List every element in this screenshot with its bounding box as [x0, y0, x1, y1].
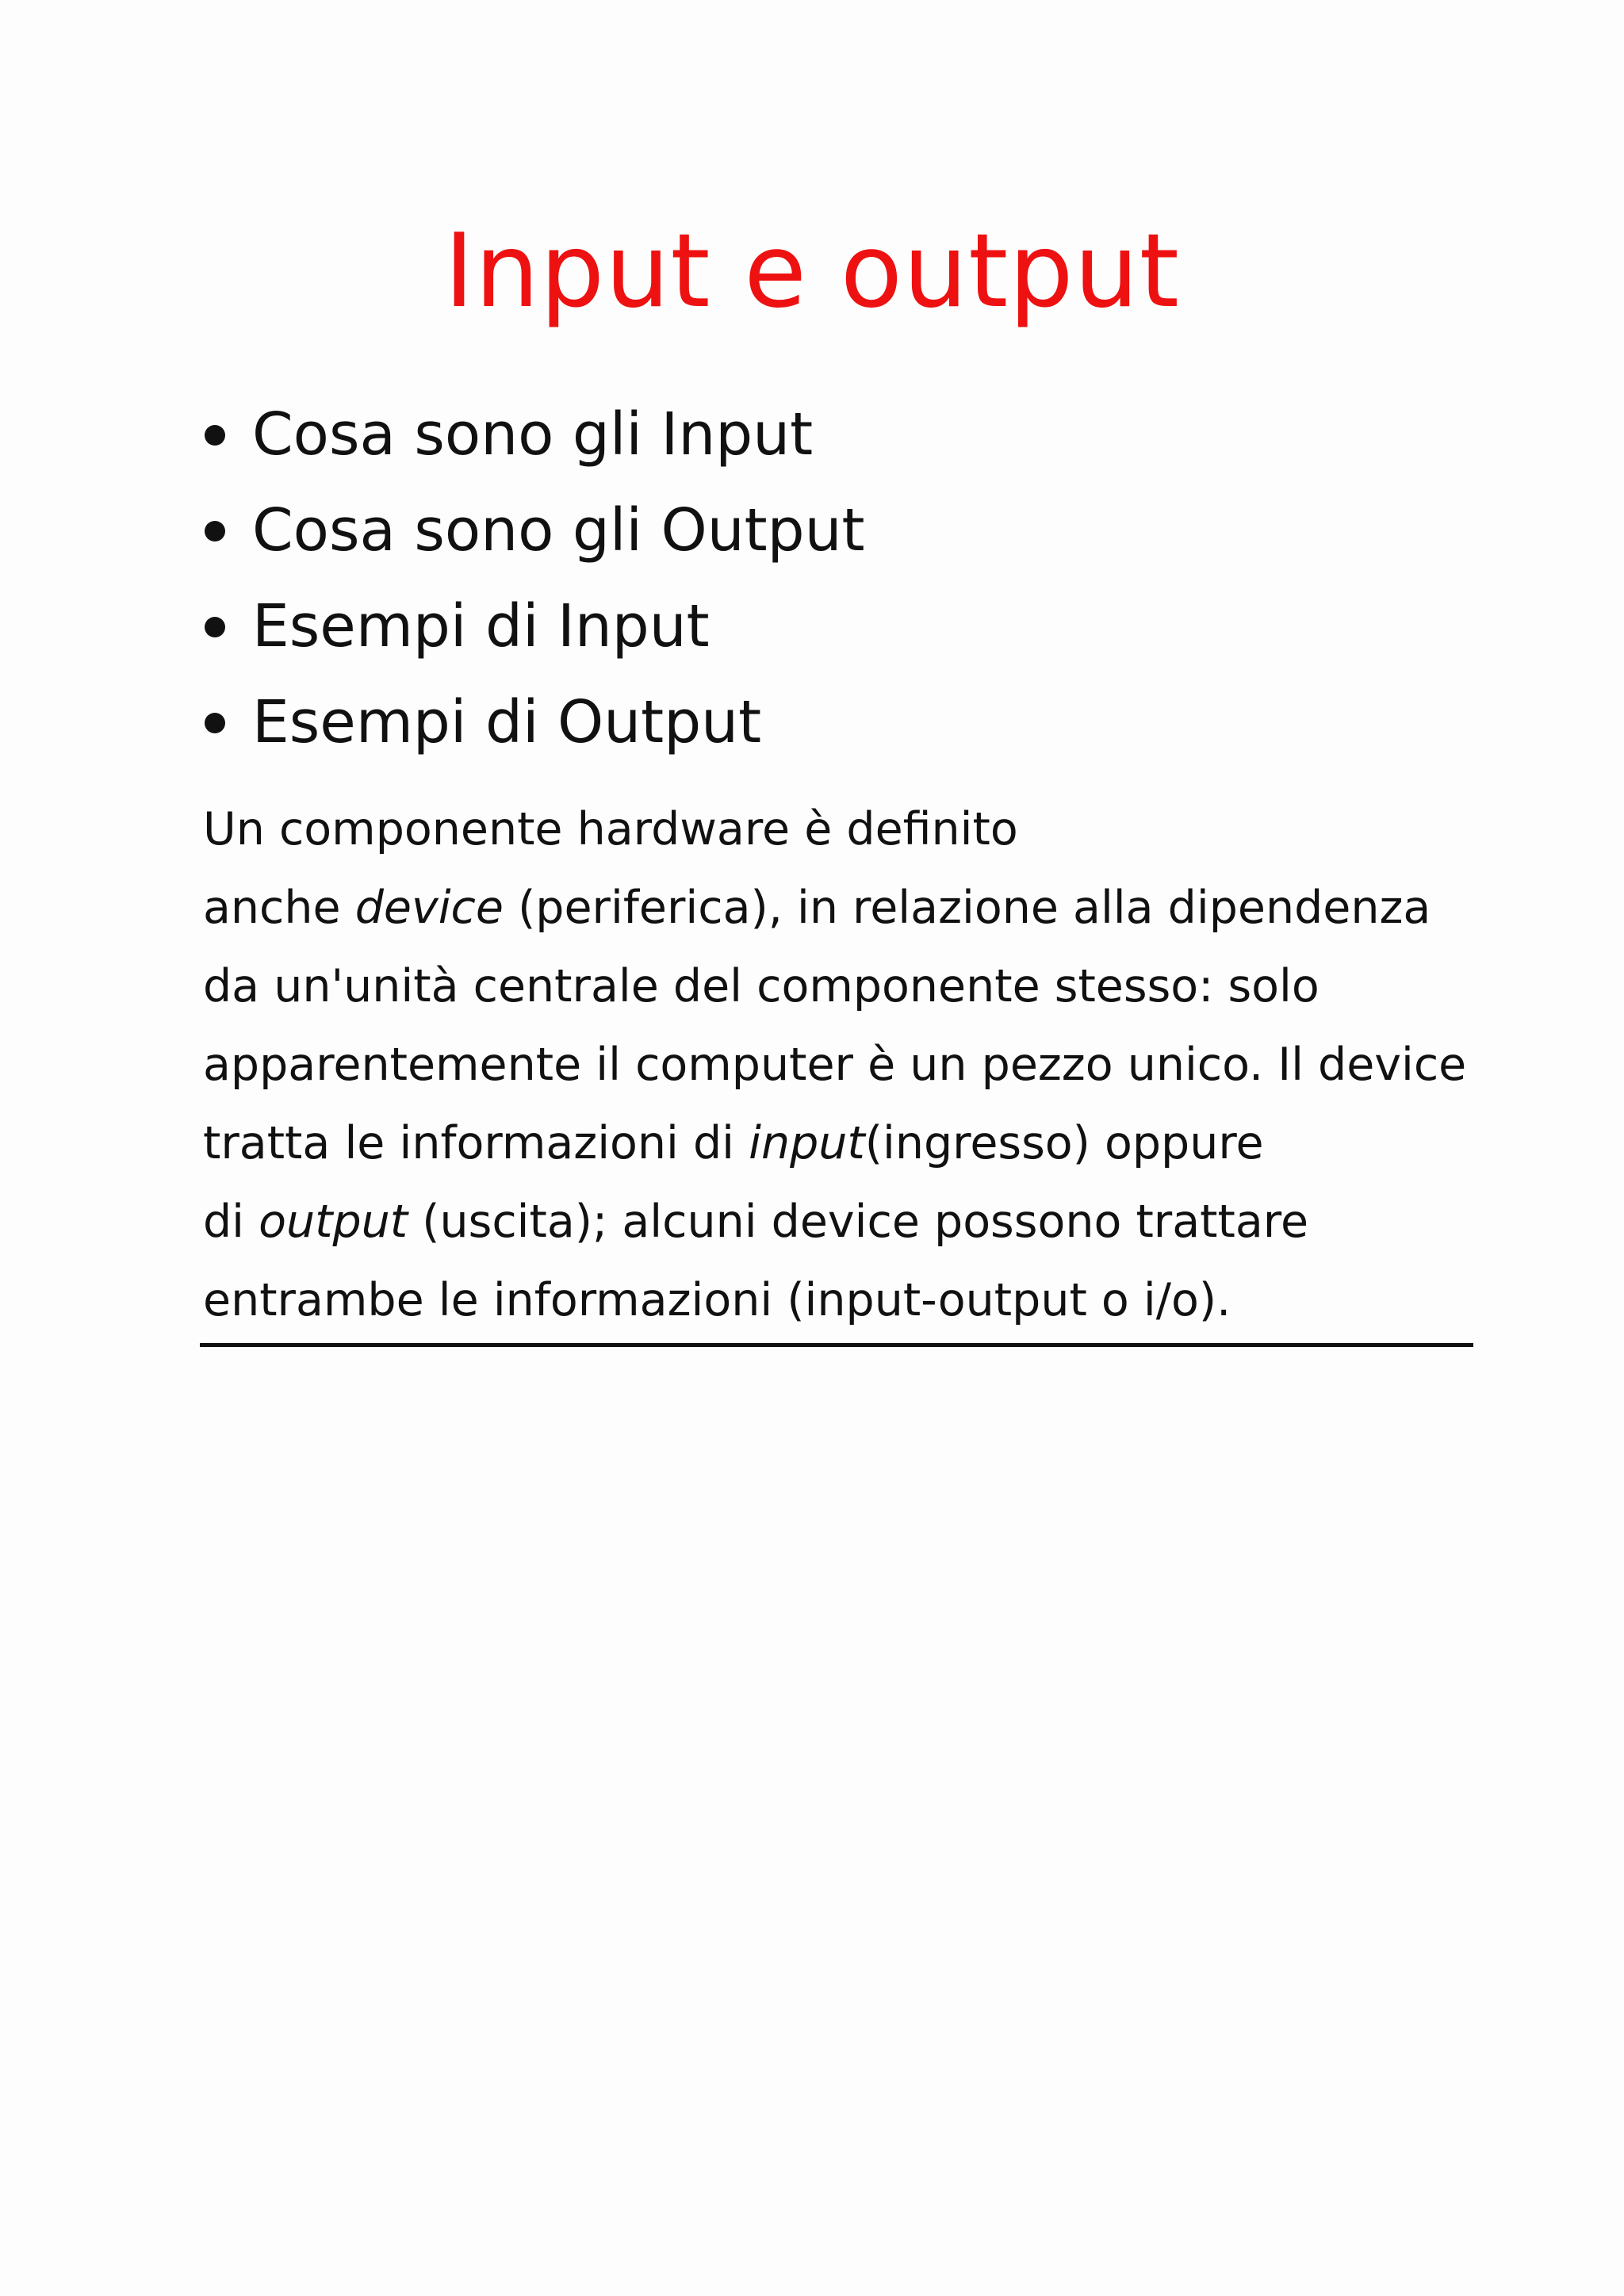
line-text: Un componente hardware è definito: [203, 803, 1018, 855]
page-title: Input e output: [444, 212, 1180, 331]
list-item-label: Cosa sono gli Input: [252, 400, 814, 469]
list-item: [200, 675, 865, 771]
paragraph-line: [203, 1026, 1488, 1104]
paragraph-line: [203, 790, 1488, 869]
topics-list: [200, 387, 865, 771]
list-item: [200, 483, 865, 579]
list-item-label: Cosa sono gli Output: [252, 496, 865, 564]
divider-line: [200, 1343, 1473, 1347]
term-emphasis: device: [354, 882, 504, 934]
list-item-label: Esempi di Output: [252, 688, 762, 756]
bullet-icon: [205, 617, 225, 637]
paragraph-line: [203, 1104, 1488, 1183]
line-text: anche: [203, 882, 355, 934]
bullet-icon: [205, 521, 225, 541]
bullet-icon: [205, 713, 225, 733]
line-text: entrambe le informazioni (input-output o i/o).: [203, 1274, 1231, 1326]
bullet-icon: [205, 425, 225, 446]
paragraph-line: [203, 869, 1488, 947]
paragraph-line: [203, 1183, 1488, 1261]
paragraph-line: [203, 947, 1488, 1026]
term-emphasis: input: [749, 1117, 865, 1169]
line-text: (ingresso) oppure: [864, 1117, 1264, 1169]
list-item: [200, 387, 865, 483]
list-item: [200, 579, 865, 675]
paragraph-line: [203, 1261, 1488, 1340]
line-text: (uscita); alcuni device possono trattare: [408, 1196, 1309, 1248]
line-text: apparentemente il computer è un pezzo unico. Il device: [203, 1039, 1467, 1091]
line-text: di: [203, 1196, 259, 1248]
body-paragraph: [203, 790, 1488, 1340]
line-text: tratta le informazioni di: [203, 1117, 749, 1169]
line-text: (periferica), in relazione alla dipendenza: [503, 882, 1431, 934]
line-text: da un'unità centrale del componente stesso: solo: [203, 960, 1320, 1012]
list-item-label: Esempi di Input: [252, 592, 710, 660]
term-emphasis: output: [259, 1196, 408, 1248]
